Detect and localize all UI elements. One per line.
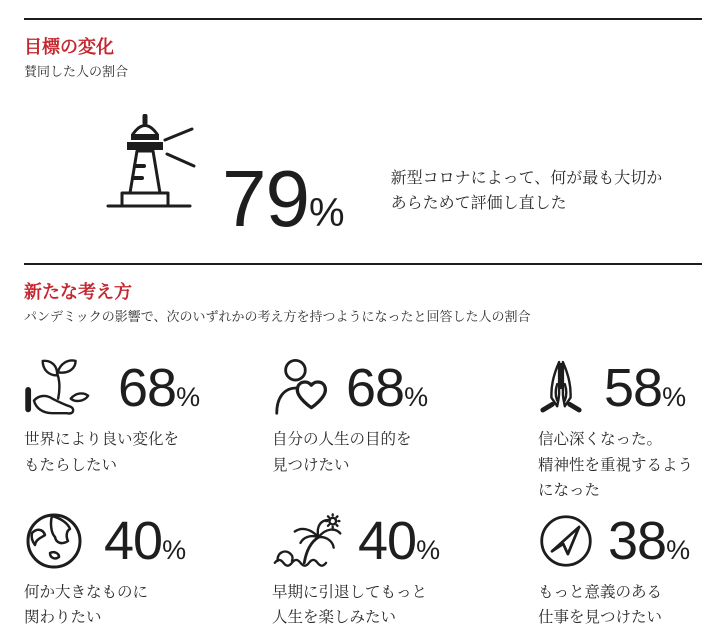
stat-item-something-bigger [24,508,272,631]
stat-label: 信心深くなった。 精神性を重視するよう になった [538,431,694,499]
mindsets-stat-grid [0,355,718,631]
stat-label: 自分の人生の目的を 見つけたい [272,431,412,474]
stat-label: もっと意義のある 仕事を見つけたい [538,583,663,626]
hand-sprout-icon [24,358,102,418]
globe-icon [24,511,84,571]
stat-label: 早期に引退してもっと 人生を楽しみたい [272,583,428,626]
stat-label: 何か大きなものに 関わりたい [24,583,149,626]
stat-value: 68% [346,358,429,418]
section-divider-middle [24,263,702,265]
goals-hero-stat [104,114,718,244]
stat-item-meaningful-work [538,508,710,631]
lighthouse-icon [104,114,196,210]
section-divider-top [24,18,702,20]
stat-value: 40% [358,510,441,571]
goals-stat-description: 新型コロナによって、何が最も大切か あらためて評価し直した [390,170,663,212]
stat-item-spirituality [538,355,710,504]
goals-stat-value: 79% [222,154,345,244]
stat-label: 世界により良い変化を もたらしたい [24,431,180,474]
mindsets-section-subtitle: パンデミックの影響で、次のいずれかの考え方を持つようになったと回答した人の割合 [24,309,531,324]
stat-value: 68% [118,358,201,418]
stat-value: 38% [608,510,691,571]
palm-island-icon [272,513,346,569]
compass-arrow-icon [538,513,594,569]
person-heart-icon [272,359,332,417]
stat-item-better-change [24,355,272,504]
stat-item-life-purpose [272,355,538,504]
praying-hands-icon [538,359,584,417]
goals-section-subtitle: 賛同した人の割合 [24,64,129,79]
stat-value: 40% [104,510,187,571]
stat-item-early-retirement [272,508,538,631]
goals-section-title: 目標の変化 [24,37,114,57]
stat-value: 58% [604,358,687,418]
mindsets-section-title: 新たな考え方 [24,282,132,302]
